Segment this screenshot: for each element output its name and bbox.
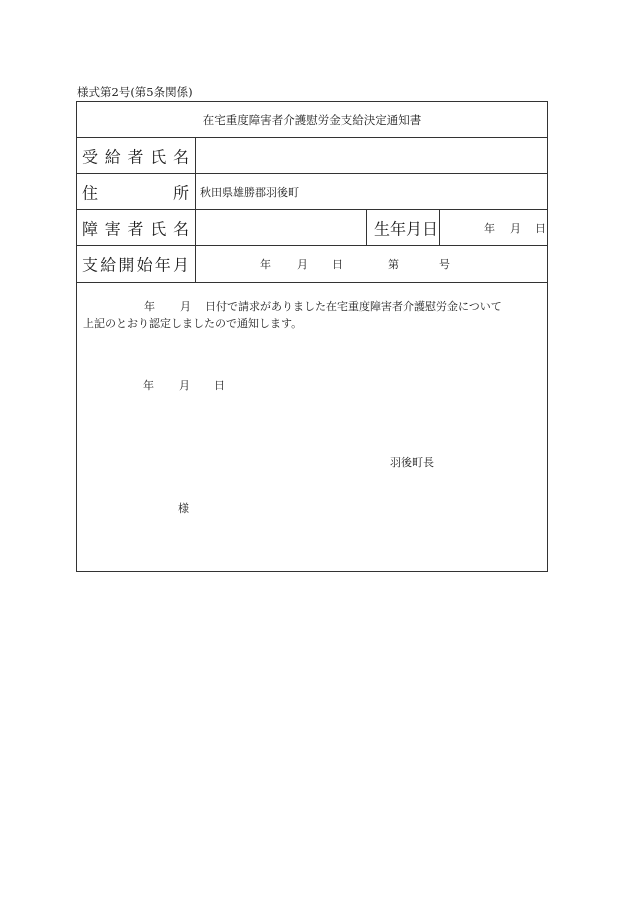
payment-start-label: 支 給 開 始 年 月: [82, 255, 189, 275]
payment-start-row: [77, 246, 547, 283]
issuer-name: 羽後町長: [390, 456, 434, 469]
form-number: 様式第2号(第5条関係): [77, 85, 193, 99]
recipient-row: [77, 138, 547, 174]
disabled-person-name-field[interactable]: [196, 210, 366, 245]
birth-date-field[interactable]: 年 月 日: [484, 221, 546, 235]
disabled-person-row: [77, 210, 547, 246]
addressee-suffix: 様: [178, 502, 189, 515]
address-row: [77, 174, 547, 210]
notice-body: 年 月 日付で請求がありました在宅重度障害者介護慰労金について 上記のとおり認定しましたので通知します。 年 月 日 羽後町長 様: [83, 300, 502, 515]
birth-date-label: 生 年 月 日: [374, 219, 439, 238]
recipient-label: 受 給 者 氏 名: [82, 147, 189, 166]
recipient-name-field[interactable]: [196, 138, 547, 173]
address-label: 住 所: [82, 183, 189, 202]
address-value[interactable]: 秋田県雄勝郡羽後町: [200, 185, 299, 199]
notification-form: [76, 101, 548, 572]
form-title: 在宅重度障害者介護慰労金支給決定通知書: [202, 112, 422, 127]
title-row: [77, 102, 547, 138]
notice-line-2: 上記のとおり認定しましたので通知します。: [83, 317, 303, 330]
disabled-person-label: 障 害 者 氏 名: [82, 219, 189, 238]
payment-start-field[interactable]: 年 月 日 第 号: [260, 258, 450, 271]
